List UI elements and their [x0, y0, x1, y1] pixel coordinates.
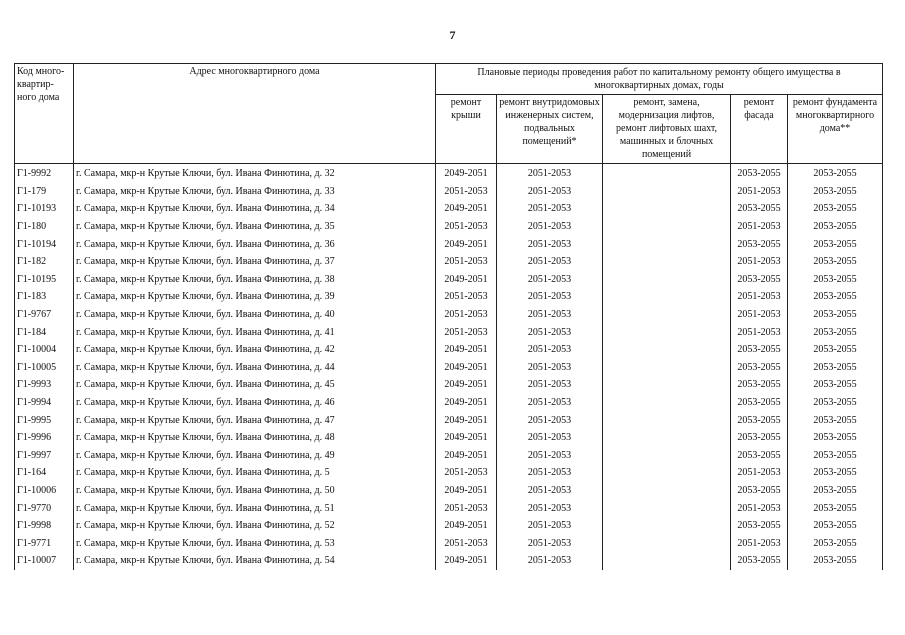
- cell-address: г. Самара, мкр-н Крутые Ключи, бул. Ивана Финютина, д. 34: [74, 200, 436, 218]
- table-row: [15, 517, 883, 535]
- table-row: [15, 411, 883, 429]
- cell-elevators: [603, 411, 731, 429]
- cell-elevators: [603, 200, 731, 218]
- table-row: [15, 271, 883, 289]
- cell-foundation: 2053-2055: [788, 341, 883, 359]
- cell-code: Г1-182: [15, 253, 74, 271]
- header-row-top: [15, 64, 883, 95]
- cell-systems: 2051-2053: [497, 534, 603, 552]
- cell-code: Г1-10004: [15, 341, 74, 359]
- header-elevators: ремонт, замена, модернизация лифтов, ремонт лифтовых шахт, машинных и блочных помещений: [603, 95, 731, 164]
- cell-systems: 2051-2053: [497, 429, 603, 447]
- cell-facade: 2051-2053: [731, 534, 788, 552]
- cell-code: Г1-184: [15, 323, 74, 341]
- cell-systems: 2051-2053: [497, 323, 603, 341]
- cell-roof: 2049-2051: [436, 517, 497, 535]
- cell-roof: 2051-2053: [436, 306, 497, 324]
- cell-elevators: [603, 499, 731, 517]
- cell-elevators: [603, 534, 731, 552]
- cell-elevators: [603, 253, 731, 271]
- cell-roof: 2049-2051: [436, 429, 497, 447]
- cell-elevators: [603, 164, 731, 183]
- header-foundation: ремонт фундамента многоквартирного дома**: [788, 95, 883, 164]
- cell-systems: 2051-2053: [497, 447, 603, 465]
- cell-facade: 2053-2055: [731, 394, 788, 412]
- cell-systems: 2051-2053: [497, 288, 603, 306]
- cell-foundation: 2053-2055: [788, 411, 883, 429]
- table-row: [15, 464, 883, 482]
- cell-foundation: 2053-2055: [788, 447, 883, 465]
- cell-elevators: [603, 218, 731, 236]
- cell-systems: 2051-2053: [497, 183, 603, 201]
- cell-code: Г1-10007: [15, 552, 74, 570]
- cell-code: Г1-10195: [15, 271, 74, 289]
- cell-foundation: 2053-2055: [788, 288, 883, 306]
- cell-address: г. Самара, мкр-н Крутые Ключи, бул. Ивана Финютина, д. 48: [74, 429, 436, 447]
- cell-facade: 2053-2055: [731, 271, 788, 289]
- table-row: [15, 306, 883, 324]
- cell-foundation: 2053-2055: [788, 499, 883, 517]
- cell-roof: 2049-2051: [436, 235, 497, 253]
- cell-systems: 2051-2053: [497, 394, 603, 412]
- cell-roof: 2051-2053: [436, 499, 497, 517]
- cell-systems: 2051-2053: [497, 164, 603, 183]
- cell-address: г. Самара, мкр-н Крутые Ключи, бул. Ивана Финютина, д. 41: [74, 323, 436, 341]
- cell-facade: 2051-2053: [731, 218, 788, 236]
- cell-foundation: 2053-2055: [788, 306, 883, 324]
- cell-roof: 2049-2051: [436, 447, 497, 465]
- table-row: [15, 394, 883, 412]
- cell-elevators: [603, 552, 731, 570]
- cell-foundation: 2053-2055: [788, 200, 883, 218]
- cell-roof: 2051-2053: [436, 534, 497, 552]
- cell-code: Г1-9993: [15, 376, 74, 394]
- cell-facade: 2053-2055: [731, 429, 788, 447]
- table-row: [15, 359, 883, 377]
- cell-address: г. Самара, мкр-н Крутые Ключи, бул. Ивана Финютина, д. 32: [74, 164, 436, 183]
- cell-systems: 2051-2053: [497, 253, 603, 271]
- cell-elevators: [603, 429, 731, 447]
- cell-code: Г1-10194: [15, 235, 74, 253]
- cell-systems: 2051-2053: [497, 218, 603, 236]
- cell-roof: 2051-2053: [436, 253, 497, 271]
- cell-foundation: 2053-2055: [788, 482, 883, 500]
- cell-facade: 2051-2053: [731, 253, 788, 271]
- cell-foundation: 2053-2055: [788, 235, 883, 253]
- cell-facade: 2051-2053: [731, 306, 788, 324]
- cell-address: г. Самара, мкр-н Крутые Ключи, бул. Ивана Финютина, д. 37: [74, 253, 436, 271]
- cell-code: Г1-183: [15, 288, 74, 306]
- cell-code: Г1-9995: [15, 411, 74, 429]
- cell-systems: 2051-2053: [497, 200, 603, 218]
- cell-systems: 2051-2053: [497, 306, 603, 324]
- cell-address: г. Самара, мкр-н Крутые Ключи, бул. Ивана Финютина, д. 39: [74, 288, 436, 306]
- table-row: [15, 341, 883, 359]
- cell-facade: 2053-2055: [731, 376, 788, 394]
- cell-elevators: [603, 323, 731, 341]
- cell-facade: 2051-2053: [731, 464, 788, 482]
- cell-roof: 2049-2051: [436, 341, 497, 359]
- cell-code: Г1-9770: [15, 499, 74, 517]
- table-row: [15, 218, 883, 236]
- table-row: [15, 323, 883, 341]
- cell-address: г. Самара, мкр-н Крутые Ключи, бул. Ивана Финютина, д. 47: [74, 411, 436, 429]
- cell-roof: 2051-2053: [436, 323, 497, 341]
- cell-roof: 2049-2051: [436, 411, 497, 429]
- table-row: [15, 164, 883, 183]
- page-number: 7: [449, 28, 456, 42]
- cell-foundation: 2053-2055: [788, 552, 883, 570]
- cell-address: г. Самара, мкр-н Крутые Ключи, бул. Ивана Финютина, д. 52: [74, 517, 436, 535]
- header-periods: Плановые периоды проведения работ по капитальному ремонту общего имущества в многоквартирных домах, годы: [436, 64, 883, 95]
- cell-systems: 2051-2053: [497, 376, 603, 394]
- cell-address: г. Самара, мкр-н Крутые Ключи, бул. Ивана Финютина, д. 46: [74, 394, 436, 412]
- cell-systems: 2051-2053: [497, 517, 603, 535]
- cell-facade: 2053-2055: [731, 482, 788, 500]
- cell-elevators: [603, 306, 731, 324]
- cell-roof: 2051-2053: [436, 218, 497, 236]
- cell-roof: 2051-2053: [436, 183, 497, 201]
- cell-facade: 2053-2055: [731, 552, 788, 570]
- cell-address: г. Самара, мкр-н Крутые Ключи, бул. Ивана Финютина, д. 33: [74, 183, 436, 201]
- table-row: [15, 376, 883, 394]
- cell-facade: 2053-2055: [731, 359, 788, 377]
- table-row: [15, 534, 883, 552]
- cell-code: Г1-9767: [15, 306, 74, 324]
- cell-foundation: 2053-2055: [788, 183, 883, 201]
- cell-address: г. Самара, мкр-н Крутые Ключи, бул. Ивана Финютина, д. 54: [74, 552, 436, 570]
- cell-systems: 2051-2053: [497, 464, 603, 482]
- header-facade: ремонт фасада: [731, 95, 788, 164]
- cell-roof: 2049-2051: [436, 482, 497, 500]
- cell-code: Г1-9997: [15, 447, 74, 465]
- cell-elevators: [603, 394, 731, 412]
- cell-address: г. Самара, мкр-н Крутые Ключи, бул. Ивана Финютина, д. 5: [74, 464, 436, 482]
- cell-foundation: 2053-2055: [788, 271, 883, 289]
- cell-roof: 2049-2051: [436, 271, 497, 289]
- cell-code: Г1-9771: [15, 534, 74, 552]
- header-systems: ремонт внутридомовых инженерных систем, подвальных помещений*: [497, 95, 603, 164]
- cell-elevators: [603, 341, 731, 359]
- cell-elevators: [603, 517, 731, 535]
- cell-code: Г1-10005: [15, 359, 74, 377]
- cell-code: Г1-9998: [15, 517, 74, 535]
- cell-facade: 2051-2053: [731, 183, 788, 201]
- table-row: [15, 183, 883, 201]
- cell-facade: 2051-2053: [731, 499, 788, 517]
- cell-code: Г1-180: [15, 218, 74, 236]
- header-address: Адрес многоквартирного дома: [74, 64, 436, 164]
- cell-systems: 2051-2053: [497, 552, 603, 570]
- table-row: [15, 429, 883, 447]
- cell-elevators: [603, 376, 731, 394]
- cell-code: Г1-164: [15, 464, 74, 482]
- cell-roof: 2049-2051: [436, 200, 497, 218]
- cell-address: г. Самара, мкр-н Крутые Ключи, бул. Ивана Финютина, д. 42: [74, 341, 436, 359]
- cell-facade: 2053-2055: [731, 517, 788, 535]
- cell-foundation: 2053-2055: [788, 359, 883, 377]
- cell-systems: 2051-2053: [497, 271, 603, 289]
- table-row: [15, 235, 883, 253]
- cell-address: г. Самара, мкр-н Крутые Ключи, бул. Ивана Финютина, д. 35: [74, 218, 436, 236]
- cell-facade: 2051-2053: [731, 288, 788, 306]
- cell-facade: 2053-2055: [731, 200, 788, 218]
- table-body: [15, 164, 883, 570]
- table-row: [15, 499, 883, 517]
- cell-address: г. Самара, мкр-н Крутые Ключи, бул. Ивана Финютина, д. 40: [74, 306, 436, 324]
- cell-foundation: 2053-2055: [788, 394, 883, 412]
- cell-systems: 2051-2053: [497, 499, 603, 517]
- cell-foundation: 2053-2055: [788, 429, 883, 447]
- cell-systems: 2051-2053: [497, 359, 603, 377]
- table-row: [15, 482, 883, 500]
- cell-foundation: 2053-2055: [788, 464, 883, 482]
- table-row: [15, 200, 883, 218]
- cell-roof: 2051-2053: [436, 288, 497, 306]
- cell-roof: 2049-2051: [436, 359, 497, 377]
- cell-address: г. Самара, мкр-н Крутые Ключи, бул. Ивана Финютина, д. 49: [74, 447, 436, 465]
- cell-code: Г1-10193: [15, 200, 74, 218]
- repair-schedule-table: [14, 63, 883, 570]
- header-roof: ремонт крыши: [436, 95, 497, 164]
- cell-elevators: [603, 482, 731, 500]
- cell-roof: 2049-2051: [436, 394, 497, 412]
- table-row: [15, 253, 883, 271]
- cell-systems: 2051-2053: [497, 411, 603, 429]
- cell-code: Г1-10006: [15, 482, 74, 500]
- header-code: Код много-квартир-ного дома: [15, 64, 74, 164]
- cell-facade: 2053-2055: [731, 411, 788, 429]
- cell-address: г. Самара, мкр-н Крутые Ключи, бул. Ивана Финютина, д. 50: [74, 482, 436, 500]
- cell-elevators: [603, 288, 731, 306]
- cell-foundation: 2053-2055: [788, 323, 883, 341]
- cell-foundation: 2053-2055: [788, 253, 883, 271]
- cell-facade: 2051-2053: [731, 323, 788, 341]
- cell-facade: 2053-2055: [731, 447, 788, 465]
- cell-elevators: [603, 359, 731, 377]
- cell-systems: 2051-2053: [497, 482, 603, 500]
- cell-elevators: [603, 183, 731, 201]
- cell-roof: 2051-2053: [436, 464, 497, 482]
- cell-systems: 2051-2053: [497, 235, 603, 253]
- cell-foundation: 2053-2055: [788, 517, 883, 535]
- cell-roof: 2049-2051: [436, 376, 497, 394]
- cell-address: г. Самара, мкр-н Крутые Ключи, бул. Ивана Финютина, д. 44: [74, 359, 436, 377]
- cell-foundation: 2053-2055: [788, 218, 883, 236]
- cell-code: Г1-9992: [15, 164, 74, 183]
- cell-elevators: [603, 271, 731, 289]
- cell-address: г. Самара, мкр-н Крутые Ключи, бул. Ивана Финютина, д. 36: [74, 235, 436, 253]
- cell-systems: 2051-2053: [497, 341, 603, 359]
- cell-address: г. Самара, мкр-н Крутые Ключи, бул. Ивана Финютина, д. 53: [74, 534, 436, 552]
- cell-facade: 2053-2055: [731, 341, 788, 359]
- cell-code: Г1-9994: [15, 394, 74, 412]
- cell-elevators: [603, 235, 731, 253]
- cell-roof: 2049-2051: [436, 164, 497, 183]
- cell-code: Г1-179: [15, 183, 74, 201]
- cell-address: г. Самара, мкр-н Крутые Ключи, бул. Ивана Финютина, д. 38: [74, 271, 436, 289]
- table-row: [15, 447, 883, 465]
- cell-foundation: 2053-2055: [788, 376, 883, 394]
- cell-foundation: 2053-2055: [788, 534, 883, 552]
- cell-code: Г1-9996: [15, 429, 74, 447]
- cell-foundation: 2053-2055: [788, 164, 883, 183]
- cell-elevators: [603, 464, 731, 482]
- table-row: [15, 552, 883, 570]
- cell-facade: 2053-2055: [731, 164, 788, 183]
- cell-elevators: [603, 447, 731, 465]
- table-row: [15, 288, 883, 306]
- cell-address: г. Самара, мкр-н Крутые Ключи, бул. Ивана Финютина, д. 51: [74, 499, 436, 517]
- cell-address: г. Самара, мкр-н Крутые Ключи, бул. Ивана Финютина, д. 45: [74, 376, 436, 394]
- cell-roof: 2049-2051: [436, 552, 497, 570]
- cell-facade: 2053-2055: [731, 235, 788, 253]
